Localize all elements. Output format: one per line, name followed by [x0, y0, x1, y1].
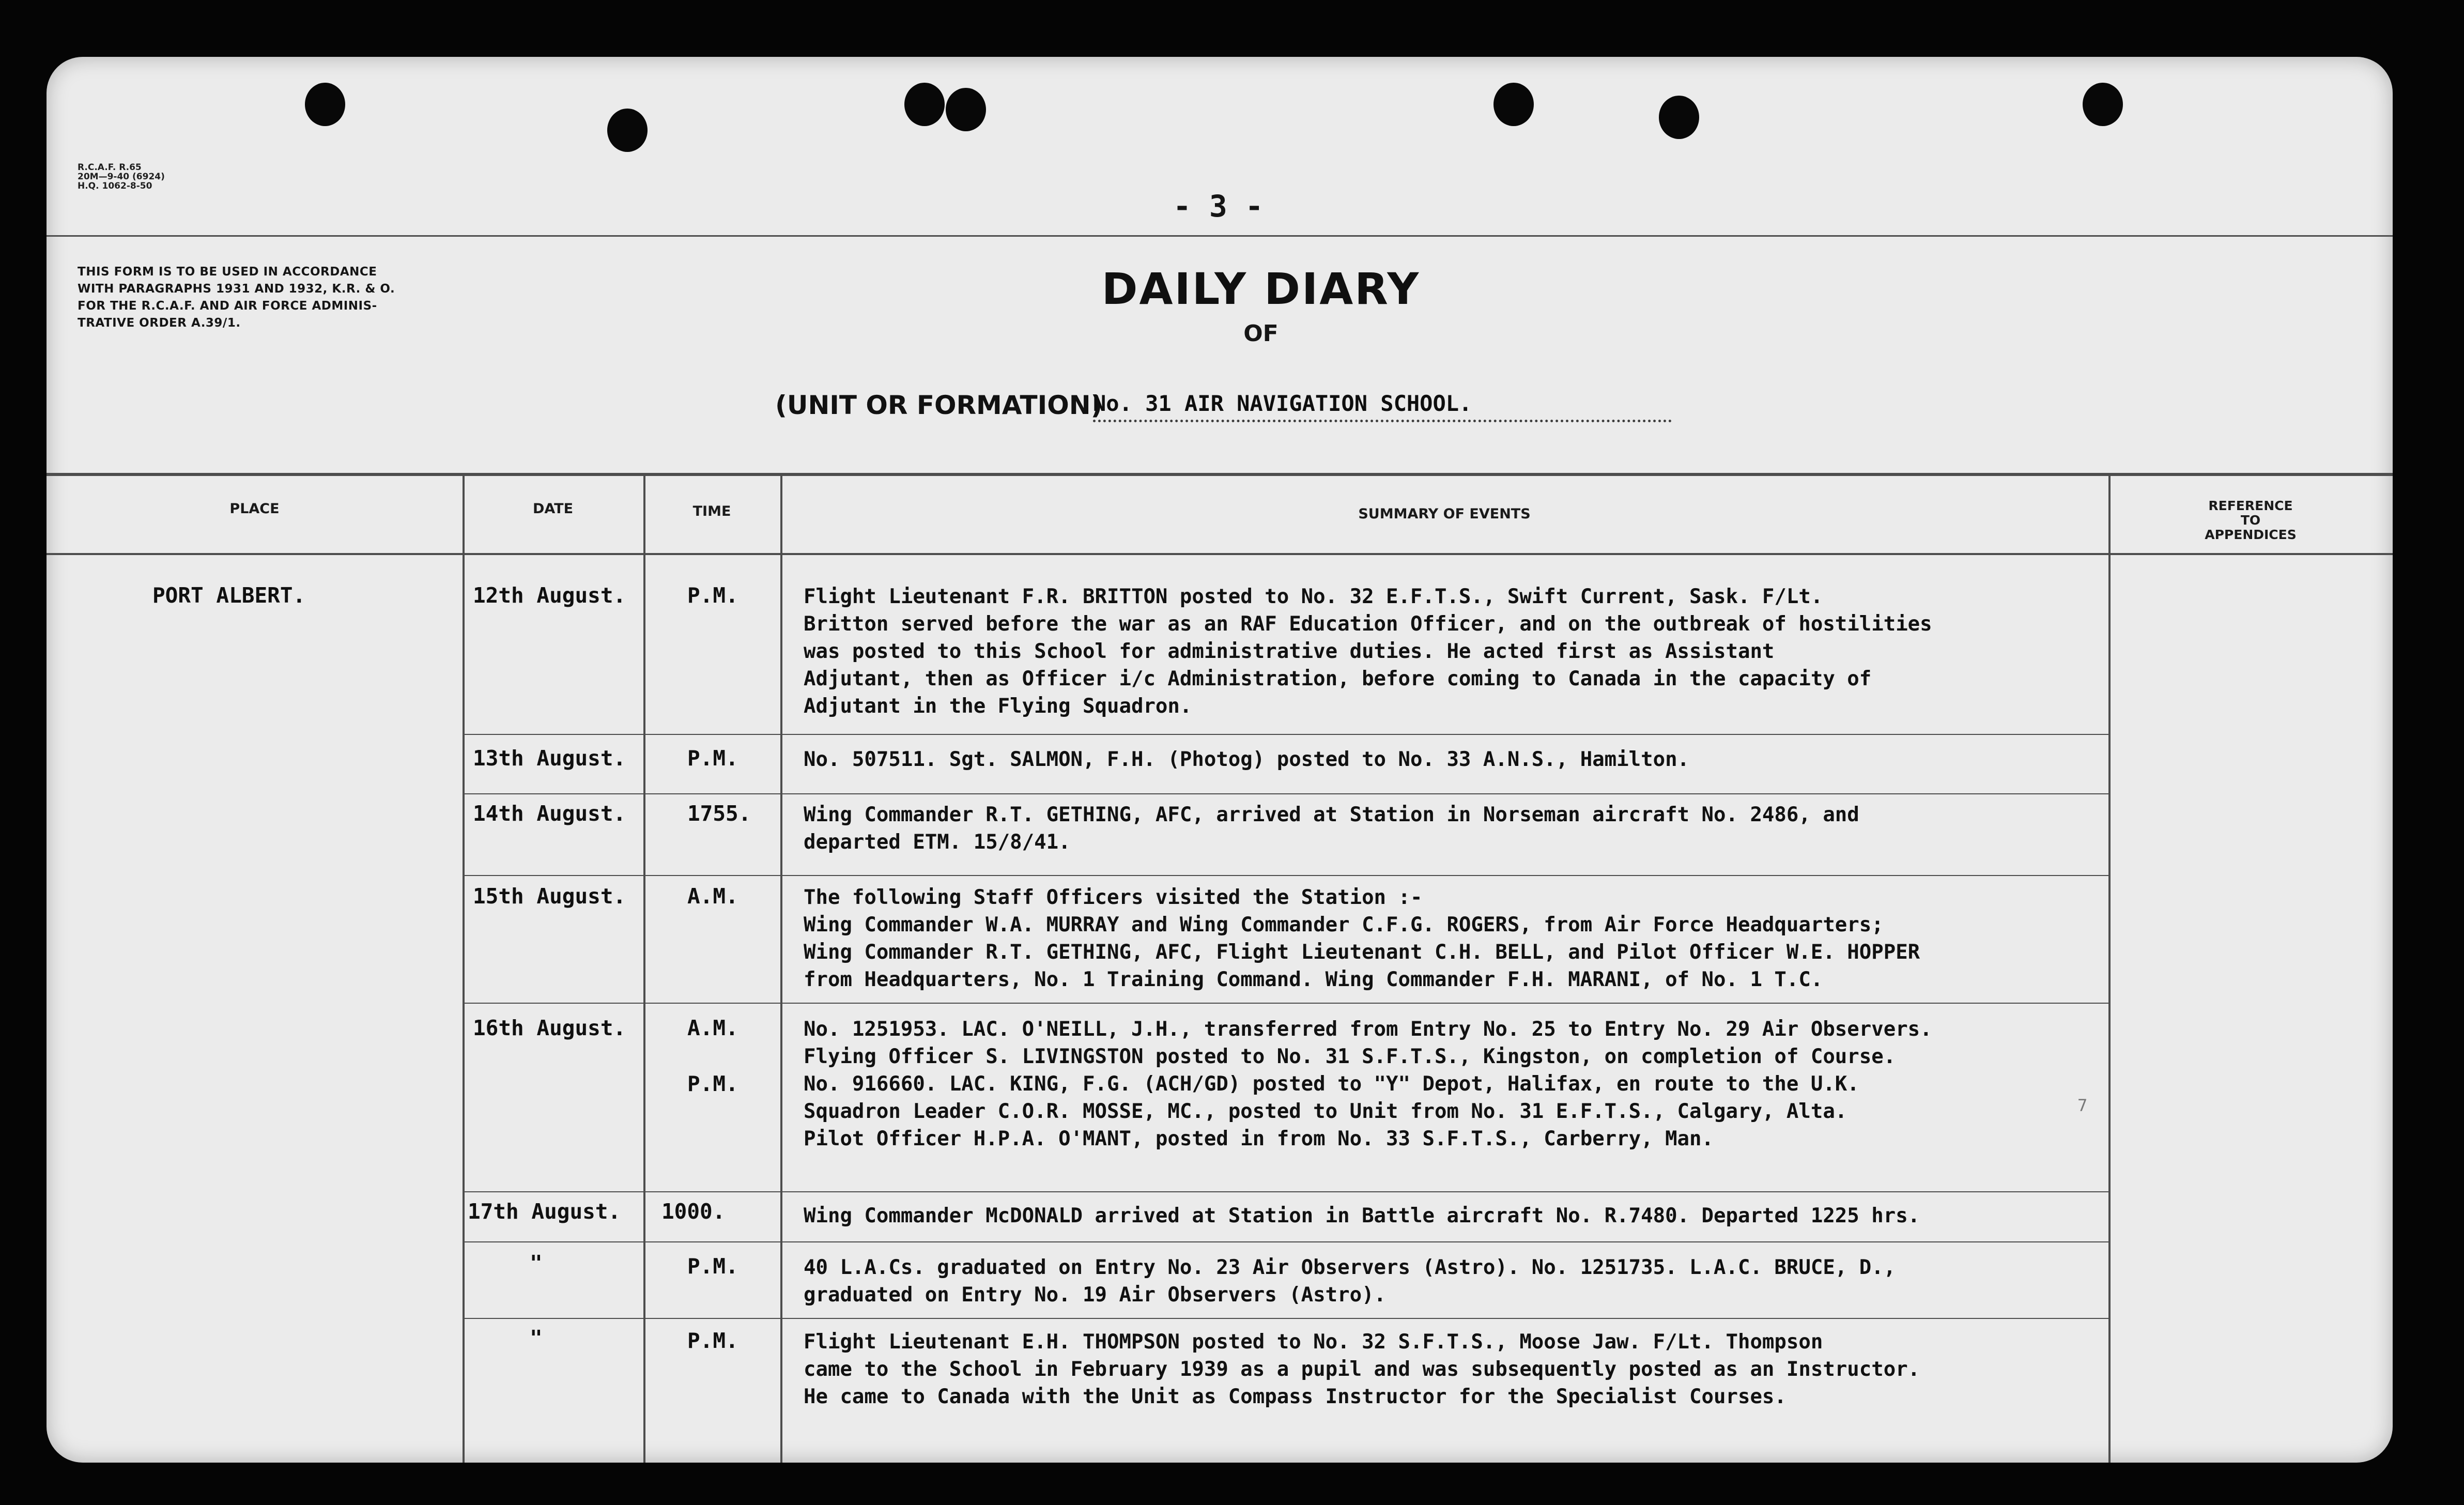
instruction-line: THIS FORM IS TO BE USED IN ACCORDANCE	[78, 265, 377, 279]
entry-rule	[463, 1003, 2108, 1004]
entry-summary	[804, 1202, 1920, 1230]
entry-time: P.M.	[687, 1071, 738, 1096]
title-of: OF	[1243, 320, 1279, 347]
page-number: - 3 -	[1173, 189, 1264, 224]
diary-sheet	[47, 57, 2393, 1463]
summary-line: Britton served before the war as an RAF Education Officer, and on the outbreak of hostilities	[804, 612, 1932, 636]
form-identifier	[78, 163, 212, 191]
summary-line: graduated on Entry No. 19 Air Observers (Astro).	[804, 1283, 1387, 1307]
summary-line: Adjutant, then as Officer i/c Administration, before coming to Canada in the capacity of	[804, 667, 1872, 690]
entry-date: 12th August.	[473, 583, 626, 608]
summary-line: was posted to this School for administrative duties. He acted first as Assistant	[804, 640, 1775, 663]
entry-rule	[463, 875, 2108, 876]
entry-rule	[463, 734, 2108, 735]
entry-time: P.M.	[687, 746, 738, 771]
entry-place: PORT ALBERT.	[152, 583, 306, 608]
summary-line: Flight Lieutenant F.R. BRITTON posted to No. 32 E.F.T.S., Swift Current, Sask. F/Lt.	[804, 585, 1823, 608]
table-header-rule	[47, 553, 2393, 555]
margin-mark: 7	[2077, 1096, 2088, 1115]
reference-header-line: REFERENCE	[2208, 498, 2293, 513]
instruction-line: TRATIVE ORDER A.39/1.	[78, 316, 241, 330]
entry-date: 13th August.	[473, 746, 626, 771]
punch-hole	[904, 83, 945, 126]
column-divider	[643, 475, 645, 1463]
form-id-line: H.Q. 1062-8-50	[78, 181, 152, 191]
form-id-line: 20M—9-40 (6924)	[78, 172, 165, 182]
entry-date-ditto: "	[530, 1251, 543, 1276]
table-top-rule	[47, 473, 2393, 476]
entry-rule	[463, 1241, 2108, 1242]
entry-date: 14th August.	[473, 801, 626, 826]
summary-line: Wing Commander McDONALD arrived at Station in Battle aircraft No. R.7480. Departed 1225 hrs.	[804, 1204, 1920, 1227]
instruction-line: FOR THE R.C.A.F. AND AIR FORCE ADMINIS-	[78, 299, 377, 313]
summary-line: departed ETM. 15/8/41.	[804, 831, 1071, 854]
entry-time: P.M.	[687, 583, 738, 608]
form-id-line: R.C.A.F. R.65	[78, 162, 142, 173]
entry-rule	[463, 793, 2108, 794]
summary-line: No. 916660. LAC. KING, F.G. (ACH/GD) posted to "Y" Depot, Halifax, en route to the U.K.	[804, 1072, 1859, 1096]
summary-line: Flight Lieutenant E.H. THOMPSON posted to No. 32 S.F.T.S., Moose Jaw. F/Lt. Thompson	[804, 1330, 1823, 1354]
summary-line: Pilot Officer H.P.A. O'MANT, posted in from No. 33 S.F.T.S., Carberry, Man.	[804, 1127, 1714, 1150]
column-divider	[780, 475, 782, 1463]
instruction-line: WITH PARAGRAPHS 1931 AND 1932, K.R. & O.	[78, 282, 395, 296]
reference-header-line: TO	[2240, 513, 2261, 528]
summary-line: came to the School in February 1939 as a pupil and was subsequently posted as an Instructor.	[804, 1358, 1920, 1381]
entry-time: 1755.	[687, 801, 751, 826]
column-header-time: TIME	[692, 503, 731, 519]
summary-line: He came to Canada with the Unit as Compass Instructor for the Specialist Courses.	[804, 1385, 1787, 1408]
summary-line: No. 1251953. LAC. O'NEILL, J.H., transferred from Entry No. 25 to Entry No. 29 Air Observers.	[804, 1018, 1932, 1041]
column-header-date: DATE	[532, 501, 574, 517]
summary-line: The following Staff Officers visited the Station :-	[804, 886, 1423, 909]
entry-date: 16th August.	[473, 1016, 626, 1040]
form-instructions	[78, 264, 512, 332]
entry-time: P.M.	[687, 1254, 738, 1279]
punch-hole	[946, 88, 986, 131]
column-divider	[2108, 475, 2111, 1463]
entry-time: A.M.	[687, 1016, 738, 1040]
unit-label: (UNIT OR FORMATION)	[775, 390, 1103, 420]
summary-line: Wing Commander R.T. GETHING, AFC, arrived at Station in Norseman aircraft No. 2486, and	[804, 803, 1859, 826]
entry-summary	[804, 1254, 1896, 1309]
entry-time: P.M.	[687, 1328, 738, 1353]
summary-line: Flying Officer S. LIVINGSTON posted to No. 31 S.F.T.S., Kingston, on completion of Course.	[804, 1045, 1896, 1068]
entry-summary	[804, 1328, 1920, 1410]
summary-line: Adjutant in the Flying Squadron.	[804, 695, 1192, 718]
column-divider	[463, 475, 465, 1463]
header-rule	[47, 235, 2393, 237]
punch-hole	[305, 83, 345, 126]
entry-date: 15th August.	[473, 884, 626, 909]
summary-line: No. 507511. Sgt. SALMON, F.H. (Photog) posted to No. 33 A.N.S., Hamilton.	[804, 748, 1690, 771]
column-header-summary: SUMMARY OF EVENTS	[1358, 506, 1531, 522]
summary-line: Squadron Leader C.O.R. MOSSE, MC., posted to Unit from No. 31 E.F.T.S., Calgary, Alta.	[804, 1100, 1847, 1123]
entry-time: 1000.	[661, 1199, 726, 1224]
punch-hole	[2083, 83, 2123, 126]
unit-value: No. 31 AIR NAVIGATION SCHOOL.	[1093, 388, 1672, 422]
entry-time: A.M.	[687, 884, 738, 909]
entry-summary	[804, 583, 1932, 720]
entry-rule	[463, 1191, 2108, 1192]
punch-hole	[1493, 83, 1534, 126]
summary-line: Wing Commander R.T. GETHING, AFC, Flight Lieutenant C.H. BELL, and Pilot Officer W.E. HOPPER	[804, 941, 1920, 964]
reference-header-line: APPENDICES	[2205, 527, 2297, 542]
punch-hole	[1659, 96, 1699, 139]
entry-summary	[804, 746, 1689, 773]
punch-hole	[607, 109, 648, 152]
entry-summary	[804, 801, 1859, 856]
summary-line: 40 L.A.Cs. graduated on Entry No. 23 Air Observers (Astro). No. 1251735. L.A.C. BRUCE, D.,	[804, 1256, 1896, 1279]
entry-summary	[804, 884, 1920, 993]
column-header-reference	[2108, 499, 2393, 542]
entry-date-ditto: "	[530, 1326, 543, 1350]
entry-rule	[463, 1318, 2108, 1319]
summary-line: Wing Commander W.A. MURRAY and Wing Commander C.F.G. ROGERS, from Air Force Headquarters;	[804, 913, 1884, 936]
column-header-place: PLACE	[229, 501, 280, 517]
summary-line: from Headquarters, No. 1 Training Command. Wing Commander F.H. MARANI, of No. 1 T.C.	[804, 968, 1823, 991]
entry-summary	[804, 1016, 1932, 1153]
entry-date: 17th August.	[468, 1199, 621, 1224]
page-title: DAILY DIARY	[1101, 264, 1421, 314]
